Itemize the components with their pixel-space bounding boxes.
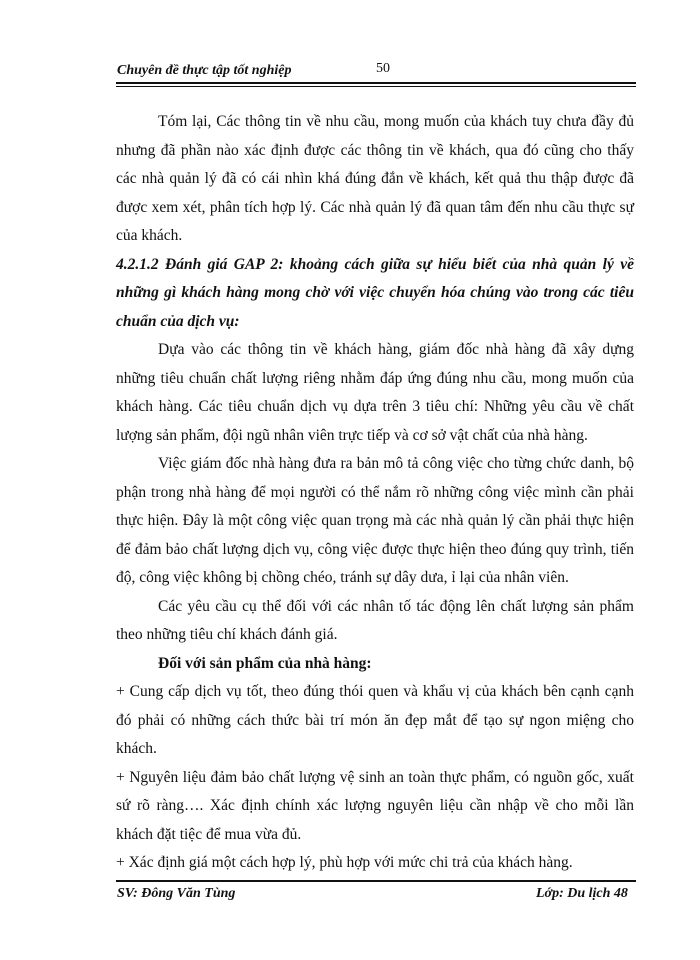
subheading-products: Đối với sản phẩm của nhà hàng: — [158, 654, 372, 672]
bullet-service: + Cung cấp dịch vụ tốt, theo đúng thói quen và khẩu vị của khách bên cạnh cạnh đó phải có những cách thức bài trí món ăn đẹp mắt để tạo sự ngon miệng cho khách. — [116, 683, 634, 757]
page-number: 50 — [376, 61, 390, 76]
document-body — [116, 108, 634, 878]
bullet-pricing: + Xác định giá một cách hợp lý, phù hợp với mức chi trả của khách hàng. — [116, 854, 573, 871]
section-heading-gap2: 4.2.1.2 Đánh giá GAP 2: khoảng cách giữa sự hiểu biết của nhà quản lý về những gì khách hàng mong chờ với việc chuyển hóa chúng vào trong các tiêu chuẩn của dịch vụ: — [116, 255, 634, 330]
header-rule — [116, 82, 636, 84]
paragraph-summary: Tóm lại, Các thông tin về nhu cầu, mong muốn của khách tuy chưa đầy đủ nhưng đã phần nào xác định được các thông tin về khách, qua đó cũng cho thấy các nhà quản lý đã có cái nhìn khá đúng đắn về khách, kết quả thu thập được đã được xem xét, phân tích hợp lý. Các nhà quản lý đã quan tâm đến nhu cầu thực sự của khách. — [116, 113, 634, 244]
header-rule-thin — [116, 86, 636, 87]
header-title: Chuyên đề thực tập tốt nghiệp — [117, 63, 292, 78]
bullet-ingredients: + Nguyên liệu đảm bảo chất lượng vệ sinh an toàn thực phẩm, có nguồn gốc, xuất sứ rõ ràng…. Xác định chính xác lượng nguyên liệu cần nhập về cho mỗi lần khách đặt tiệc để mua vừa đủ. — [116, 768, 634, 843]
footer-student: SV: Đông Văn Tùng — [117, 886, 236, 901]
paragraph-standards: Dựa vào các thông tin về khách hàng, giám đốc nhà hàng đã xây dựng những tiêu chuẩn chất lượng riêng nhằm đáp ứng đúng nhu cầu, mong muốn của khách hàng. Các tiêu chuẩn dịch vụ dựa trên 3 tiêu chí: Những yêu cầu về chất lượng sản phẩm, đội ngũ nhân viên trực tiếp và cơ sở vật chất của nhà hàng. — [116, 341, 634, 444]
footer-class: Lớp: Du lịch 48 — [536, 886, 628, 901]
paragraph-requirements: Các yêu cầu cụ thể đối với các nhân tố tác động lên chất lượng sản phẩm theo những tiêu chí khách đánh giá. — [116, 597, 634, 643]
paragraph-job-description: Việc giám đốc nhà hàng đưa ra bản mô tả công việc cho từng chức danh, bộ phận trong nhà hàng để mọi người có thể nắm rõ những công việc mình cần phải thực hiện. Đây là một công việc quan trọng mà các nhà quản lý cần phải thực hiện để đảm bảo chất lượng dịch vụ, công việc được thực hiện theo đúng quy trình, tiến độ, công việc không bị chồng chéo, tránh sự dây dưa, ỉ lại của nhân viên. — [116, 455, 634, 586]
footer-rule — [116, 880, 636, 882]
